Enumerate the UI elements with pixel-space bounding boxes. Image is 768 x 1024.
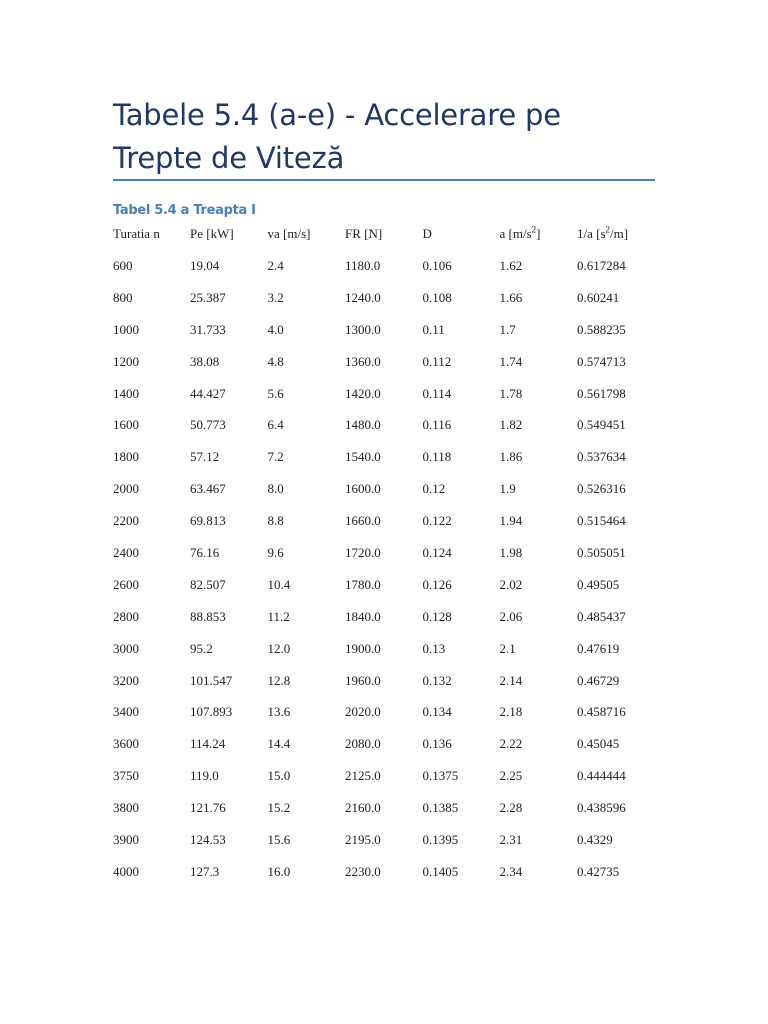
header-d: D xyxy=(422,226,432,241)
cell-inv-a: 0.42735 xyxy=(577,863,620,879)
table-row xyxy=(113,824,655,856)
cell-pe: 88.853 xyxy=(190,608,226,624)
cell-a: 2.25 xyxy=(499,768,523,784)
cell-turatia: 3800 xyxy=(113,800,139,816)
table-row xyxy=(113,282,655,314)
cell-inv-a: 0.49505 xyxy=(577,576,620,592)
cell-va: 2.4 xyxy=(267,257,284,273)
header-pe: Pe [kW] xyxy=(190,226,234,241)
table-body xyxy=(113,250,655,888)
cell-pe: 63.467 xyxy=(190,481,226,497)
cell-inv-a: 0.526316 xyxy=(577,481,626,497)
table-row xyxy=(113,728,655,760)
cell-fr: 2195.0 xyxy=(345,831,381,847)
cell-a: 1.9 xyxy=(499,481,516,497)
cell-va: 15.6 xyxy=(267,831,291,847)
cell-turatia: 4000 xyxy=(113,863,139,879)
cell-va: 12.8 xyxy=(267,672,291,688)
table-row xyxy=(113,665,655,697)
cell-pe: 107.893 xyxy=(190,704,233,720)
cell-pe: 119.0 xyxy=(190,768,219,784)
cell-turatia: 3000 xyxy=(113,640,139,656)
table-row xyxy=(113,792,655,824)
cell-va: 4.8 xyxy=(267,353,284,369)
title-underline-rule xyxy=(113,179,655,181)
cell-turatia: 2600 xyxy=(113,576,139,592)
table-row xyxy=(113,601,655,633)
header-inv-a-sup: 2 xyxy=(605,224,611,235)
cell-turatia: 3400 xyxy=(113,704,139,720)
cell-inv-a: 0.46729 xyxy=(577,672,620,688)
cell-a: 2.18 xyxy=(499,704,523,720)
cell-inv-a: 0.485437 xyxy=(577,608,626,624)
cell-inv-a: 0.515464 xyxy=(577,513,626,529)
cell-d: 0.124 xyxy=(422,544,452,560)
cell-inv-a: 0.45045 xyxy=(577,736,620,752)
cell-va: 5.6 xyxy=(267,385,284,401)
cell-a: 2.1 xyxy=(499,640,516,656)
cell-a: 2.14 xyxy=(499,672,523,688)
cell-fr: 2020.0 xyxy=(345,704,381,720)
cell-turatia: 1400 xyxy=(113,385,139,401)
table-header xyxy=(113,218,655,250)
cell-turatia: 2800 xyxy=(113,608,139,624)
cell-a: 1.82 xyxy=(499,417,523,433)
cell-fr: 1660.0 xyxy=(345,513,381,529)
cell-va: 13.6 xyxy=(267,704,291,720)
cell-turatia: 600 xyxy=(113,257,133,273)
cell-pe: 57.12 xyxy=(190,449,220,465)
cell-inv-a: 0.47619 xyxy=(577,640,620,656)
cell-pe: 25.387 xyxy=(190,289,226,305)
cell-fr: 1900.0 xyxy=(345,640,381,656)
cell-turatia: 1200 xyxy=(113,353,139,369)
cell-pe: 19.04 xyxy=(190,257,220,273)
cell-fr: 1600.0 xyxy=(345,481,381,497)
table-caption: Tabel 5.4 a Treapta I xyxy=(113,203,256,218)
cell-a: 2.02 xyxy=(499,576,523,592)
cell-va: 3.2 xyxy=(267,289,284,305)
header-turatia: Turatia n xyxy=(113,226,160,241)
cell-d: 0.108 xyxy=(422,289,452,305)
cell-inv-a: 0.537634 xyxy=(577,449,626,465)
table-row xyxy=(113,250,655,282)
cell-fr: 1240.0 xyxy=(345,289,381,305)
table-row xyxy=(113,346,655,378)
cell-turatia: 3600 xyxy=(113,736,139,752)
cell-pe: 38.08 xyxy=(190,353,220,369)
cell-turatia: 1000 xyxy=(113,321,139,337)
cell-turatia: 800 xyxy=(113,289,133,305)
header-a-post: ] xyxy=(536,226,541,241)
cell-d: 0.13 xyxy=(422,640,446,656)
cell-fr: 2230.0 xyxy=(345,863,381,879)
acceleration-table xyxy=(113,218,655,888)
cell-d: 0.134 xyxy=(422,704,452,720)
cell-fr: 2160.0 xyxy=(345,800,381,816)
cell-turatia: 2400 xyxy=(113,544,139,560)
cell-a: 1.66 xyxy=(499,289,523,305)
cell-d: 0.126 xyxy=(422,576,452,592)
cell-turatia: 3200 xyxy=(113,672,139,688)
cell-d: 0.12 xyxy=(422,481,446,497)
cell-pe: 127.3 xyxy=(190,863,220,879)
cell-va: 10.4 xyxy=(267,576,291,592)
cell-fr: 1960.0 xyxy=(345,672,381,688)
cell-inv-a: 0.444444 xyxy=(577,768,626,784)
table-row xyxy=(113,314,655,346)
cell-d: 0.11 xyxy=(422,321,445,337)
cell-inv-a: 0.574713 xyxy=(577,353,626,369)
cell-d: 0.1395 xyxy=(422,831,459,847)
cell-fr: 2125.0 xyxy=(345,768,381,784)
cell-turatia: 3900 xyxy=(113,831,139,847)
table-row xyxy=(113,537,655,569)
cell-va: 15.2 xyxy=(267,800,291,816)
cell-inv-a: 0.549451 xyxy=(577,417,626,433)
table-row xyxy=(113,856,655,888)
cell-pe: 121.76 xyxy=(190,800,226,816)
cell-va: 11.2 xyxy=(267,608,290,624)
cell-va: 8.0 xyxy=(267,481,284,497)
cell-d: 0.132 xyxy=(422,672,452,688)
cell-d: 0.122 xyxy=(422,513,452,529)
header-fr: FR [N] xyxy=(345,226,383,241)
cell-d: 0.118 xyxy=(422,449,452,465)
header-va: va [m/s] xyxy=(267,226,311,241)
cell-d: 0.136 xyxy=(422,736,452,752)
cell-inv-a: 0.505051 xyxy=(577,544,626,560)
cell-turatia: 2000 xyxy=(113,481,139,497)
cell-va: 16.0 xyxy=(267,863,291,879)
cell-inv-a: 0.4329 xyxy=(577,831,613,847)
cell-a: 2.22 xyxy=(499,736,523,752)
cell-pe: 82.507 xyxy=(190,576,226,592)
table-row xyxy=(113,441,655,473)
cell-turatia: 3750 xyxy=(113,768,139,784)
cell-inv-a: 0.438596 xyxy=(577,800,626,816)
cell-fr: 1180.0 xyxy=(345,257,381,273)
table-row xyxy=(113,409,655,441)
header-a xyxy=(500,218,578,250)
cell-a: 1.78 xyxy=(499,385,523,401)
header-a-sup: 2 xyxy=(531,224,537,235)
cell-va: 8.8 xyxy=(267,513,284,529)
cell-pe: 95.2 xyxy=(190,640,213,656)
cell-a: 2.28 xyxy=(499,800,523,816)
cell-fr: 1840.0 xyxy=(345,608,381,624)
cell-va: 15.0 xyxy=(267,768,291,784)
cell-va: 12.0 xyxy=(267,640,291,656)
cell-pe: 44.427 xyxy=(190,385,226,401)
cell-fr: 1360.0 xyxy=(345,353,381,369)
header-inv-a-post: /m] xyxy=(610,226,629,241)
cell-pe: 76.16 xyxy=(190,544,220,560)
table-row xyxy=(113,473,655,505)
cell-d: 0.1375 xyxy=(422,768,459,784)
cell-turatia: 1600 xyxy=(113,417,139,433)
cell-va: 4.0 xyxy=(267,321,284,337)
cell-fr: 1780.0 xyxy=(345,576,381,592)
table-row xyxy=(113,505,655,537)
cell-a: 1.86 xyxy=(499,449,523,465)
cell-pe: 69.813 xyxy=(190,513,226,529)
cell-fr: 1480.0 xyxy=(345,417,381,433)
cell-d: 0.106 xyxy=(422,257,452,273)
header-row xyxy=(113,218,655,250)
table-row xyxy=(113,633,655,665)
cell-pe: 101.547 xyxy=(190,672,233,688)
document-title: Tabele 5.4 (a-e) - Accelerare pe Trepte de Viteză xyxy=(113,98,561,175)
cell-d: 0.116 xyxy=(422,417,452,433)
header-inv-a xyxy=(577,218,655,250)
cell-pe: 124.53 xyxy=(190,831,226,847)
cell-fr: 1720.0 xyxy=(345,544,381,560)
cell-fr: 2080.0 xyxy=(345,736,381,752)
cell-inv-a: 0.458716 xyxy=(577,704,626,720)
cell-d: 0.128 xyxy=(422,608,452,624)
cell-a: 1.62 xyxy=(499,257,523,273)
cell-d: 0.114 xyxy=(422,385,452,401)
cell-va: 9.6 xyxy=(267,544,284,560)
cell-d: 0.1405 xyxy=(422,863,459,879)
cell-a: 2.31 xyxy=(499,831,523,847)
cell-turatia: 2200 xyxy=(113,513,139,529)
cell-inv-a: 0.617284 xyxy=(577,257,626,273)
cell-a: 2.06 xyxy=(499,608,523,624)
cell-va: 7.2 xyxy=(267,449,284,465)
cell-fr: 1540.0 xyxy=(345,449,381,465)
cell-d: 0.1385 xyxy=(422,800,459,816)
cell-fr: 1300.0 xyxy=(345,321,381,337)
cell-a: 1.7 xyxy=(499,321,516,337)
cell-pe: 114.24 xyxy=(190,736,226,752)
cell-inv-a: 0.561798 xyxy=(577,385,626,401)
cell-a: 1.98 xyxy=(499,544,523,560)
cell-d: 0.112 xyxy=(422,353,452,369)
cell-turatia: 1800 xyxy=(113,449,139,465)
header-a-pre: a [m/s xyxy=(499,226,532,241)
cell-pe: 50.773 xyxy=(190,417,226,433)
cell-a: 2.34 xyxy=(499,863,523,879)
table-row xyxy=(113,760,655,792)
header-inv-a-pre: 1/a [s xyxy=(577,226,606,241)
cell-pe: 31.733 xyxy=(190,321,226,337)
cell-inv-a: 0.60241 xyxy=(577,289,620,305)
table-row xyxy=(113,569,655,601)
cell-a: 1.94 xyxy=(499,513,523,529)
cell-a: 1.74 xyxy=(499,353,523,369)
cell-va: 6.4 xyxy=(267,417,284,433)
cell-va: 14.4 xyxy=(267,736,291,752)
cell-inv-a: 0.588235 xyxy=(577,321,626,337)
cell-fr: 1420.0 xyxy=(345,385,381,401)
table-row xyxy=(113,696,655,728)
table-row xyxy=(113,378,655,410)
